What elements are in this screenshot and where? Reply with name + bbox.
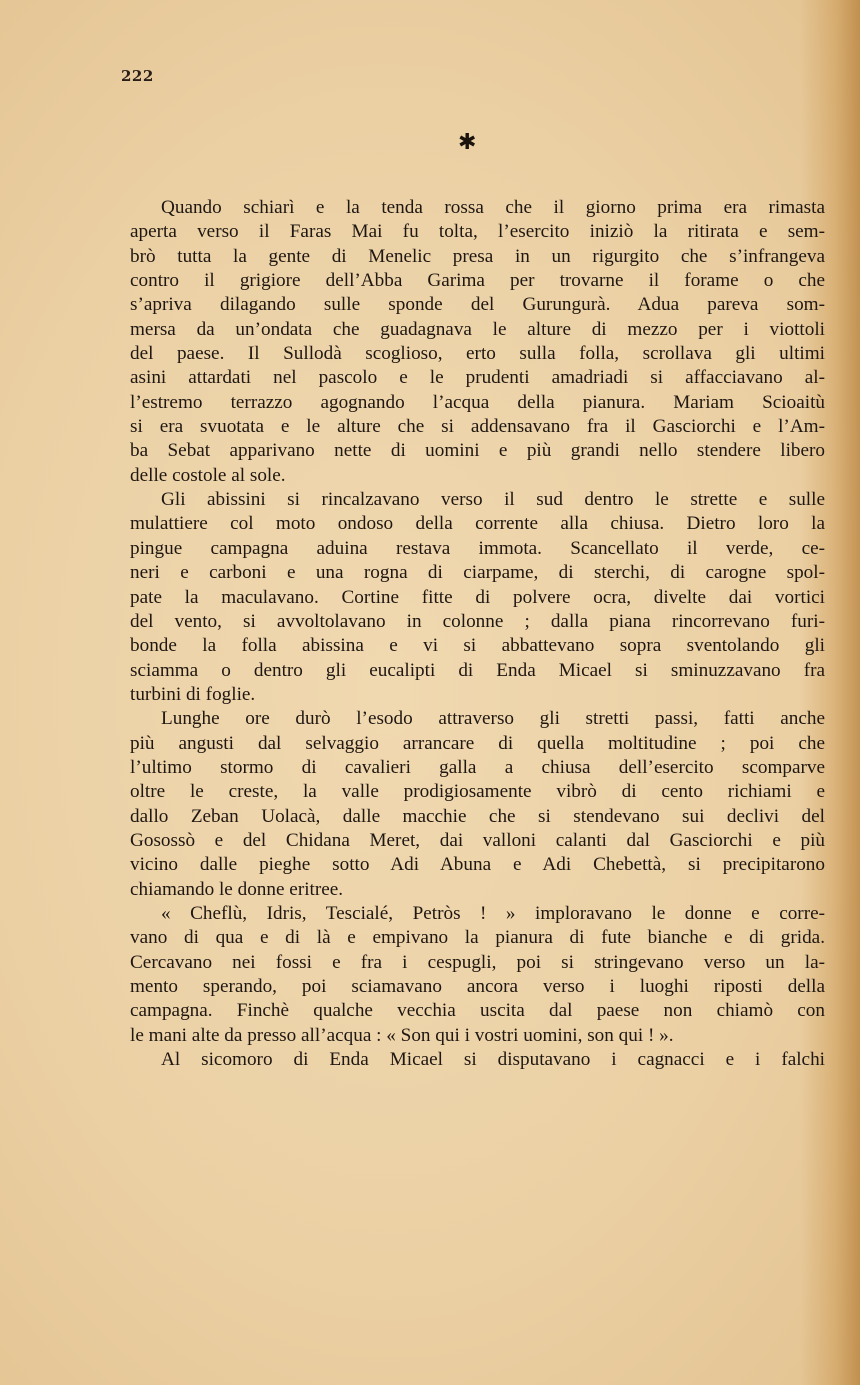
section-break-asterism: ✱ (458, 130, 477, 155)
text-line: aperta verso il Faras Mai fu tolta, l’esercito iniziò la ritirata e sem- (130, 221, 825, 243)
text-line: neri e carboni e una rogna di ciarpame, di sterchi, di carogne spol- (130, 562, 825, 584)
text-line: sciamma o dentro gli eucalipti di Enda Micael si sminuzzavano fra (130, 659, 825, 681)
text-line: più angusti dal selvaggio arrancare di quella moltitudine ; poi che (130, 732, 825, 754)
paragraph-2 (130, 488, 825, 707)
page-number: 222 (121, 67, 154, 85)
text-line: contro il grigiore dell’Abba Garima per trovarne il forame o che (130, 270, 825, 292)
text-line: l’estremo terrazzo agognando l’acqua della pianura. Mariam Scioaitù (130, 391, 825, 413)
text-line: vano di qua e di là e empivano la pianura di fute bianche e di grida. (130, 927, 825, 949)
text-line: mulattiere col moto ondoso della corrente alla chiusa. Dietro loro la (130, 513, 825, 535)
paragraph-4 (130, 902, 825, 1048)
text-line: si era svuotata e le alture che si addensavano fra il Gasciorchi e l’Am- (130, 416, 825, 438)
paragraph-3 (130, 707, 825, 902)
text-line: delle costole al sole. (130, 464, 286, 486)
paragraph-5 (130, 1048, 825, 1072)
text-line: mento sperando, poi sciamavano ancora verso i luoghi riposti della (130, 976, 825, 997)
text-line: le mani alte da presso all’acqua : « Son qui i vostri uomini, son qui ! ». (130, 1024, 674, 1046)
paragraph-1 (130, 196, 825, 488)
text-line: l’ultimo stormo di cavalieri galla a chiusa dell’esercito scomparve (130, 756, 825, 778)
text-line: vicino dalle pieghe sotto Adi Abuna e Adi Chebettà, si precipitarono (130, 854, 825, 876)
text-line: ba Sebat apparivano nette di uomini e più grandi nello stendere libero (130, 440, 825, 462)
text-line: chiamando le donne eritree. (130, 878, 344, 900)
text-line: « Cheflù, Idris, Tescialé, Petròs ! » imploravano le donne e corre- (161, 902, 825, 924)
body-text (130, 196, 825, 1072)
text-line: brò tutta la gente di Menelic presa in un rigurgito che s’infrangeva (130, 245, 825, 267)
text-line: bonde la folla abissina e vi si abbattevano sopra sventolando gli (130, 635, 825, 657)
text-line: dallo Zeban Uolacà, dalle macchie che si stendevano sui declivi del (130, 805, 825, 827)
text-line: pate la maculavano. Cortine fitte di polvere ocra, divelte dai vortici (130, 586, 825, 608)
text-line: Gli abissini si rincalzavano verso il sud dentro le strette e sulle (161, 489, 825, 511)
text-line: Lunghe ore durò l’esodo attraverso gli stretti passi, fatti anche (161, 708, 825, 730)
text-line: mersa da un’ondata che guadagnava le alture di mezzo per i viottoli (130, 318, 825, 340)
text-line: Gosossò e del Chidana Meret, dai valloni calanti dal Gasciorchi e più (130, 829, 825, 851)
text-line: Quando schiarì e la tenda rossa che il giorno prima era rimasta (161, 197, 825, 218)
text-line: oltre le creste, la valle prodigiosamente vibrò di cento richiami e (130, 781, 825, 803)
text-line: campagna. Finchè qualche vecchia uscita dal paese non chiamò con (130, 1000, 825, 1022)
text-line: s’apriva dilagando sulle sponde del Gurungurà. Adua pareva som- (130, 294, 825, 316)
text-line: del paese. Il Sullodà scoglioso, erto sulla folla, scrollava gli ultimi (130, 343, 825, 365)
text-line: asini attardati nel pascolo e le prudenti amadriadi si affacciavano al- (130, 367, 825, 389)
text-line: Al sicomoro di Enda Micael si disputavano i cagnacci e i falchi (161, 1049, 825, 1071)
text-line: turbini di foglie. (130, 683, 256, 705)
text-line: del vento, si avvoltolavano in colonne ; dalla piana rincorrevano furi- (130, 610, 825, 632)
text-line: Cercavano nei fossi e fra i cespugli, poi si stringevano verso un la- (130, 951, 825, 973)
text-line: pingue campagna aduina restava immota. Scancellato il verde, ce- (130, 537, 825, 559)
